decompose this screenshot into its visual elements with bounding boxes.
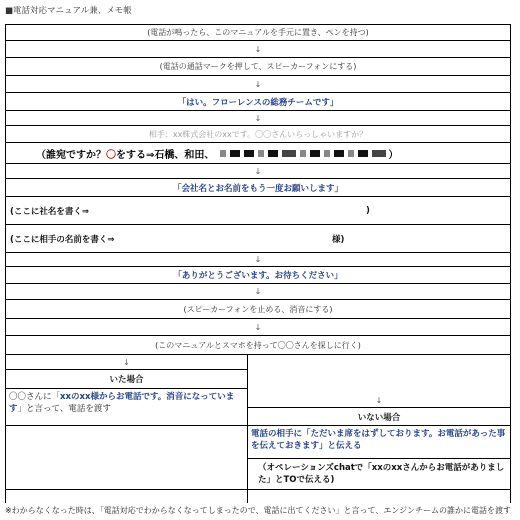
company-name-close: ) (366, 205, 370, 216)
footnote: ※わからなくなった時は、「電話対応でわからなくなってしまったので、電話に出てください」と言って、エンジンチームの誰かに電話を渡す (5, 506, 511, 515)
arrow-7: ↓ (5, 319, 511, 336)
redacted-names (218, 150, 388, 157)
company-name-field[interactable] (5, 197, 511, 225)
step-caller-says: 相手：xx株式会社のxxです。〇〇さんいらっしゃいますか？ (5, 126, 511, 143)
step-greeting: 「はい。フローレンスの総務チームです」 (5, 93, 511, 111)
circle-mark: 〇 (106, 149, 116, 161)
caller-name-label: (ここに相手の名前を書く⇒ (10, 234, 115, 245)
present-title: いた場合 (109, 375, 144, 385)
step-ask-name: 「会社名とお名前をもう一度お願いします」 (5, 179, 511, 197)
who-for-prefix: （誰宛ですか？ (36, 149, 106, 161)
arrow-6: ↓ (5, 284, 511, 300)
absent-title: いない場合 (357, 412, 401, 423)
present-instruction: 〇〇さんに「xxのxx様からお電話です。消音になっています」と言って、電話を渡す (9, 392, 235, 414)
absent-chat-notice: （オペレーションズchatで「xxのxxさんからお電話がありました」とTOで伝える) (258, 463, 505, 485)
arrow-1: ↓ (5, 41, 511, 58)
page-title: ■電話対応マニュアル兼、メモ帳 (5, 6, 132, 16)
caller-name-field[interactable] (5, 225, 511, 253)
step-please-wait: 「ありがとうございます。お待ちください」 (5, 267, 511, 284)
arrow-absent: ↓ (375, 395, 383, 405)
arrow-present: ↓ (123, 357, 130, 367)
arrow-4: ↓ (5, 164, 511, 179)
arrow-3: ↓ (5, 111, 511, 126)
who-for-suffix: ） (388, 149, 399, 161)
step-speaker: (電話の通話マークを押して、スピーカーフォンにする) (5, 58, 511, 76)
branch-section (5, 355, 511, 503)
arrow-5: ↓ (5, 253, 511, 267)
who-for-names: をする⇒石橋、和田、 (116, 149, 215, 161)
absent-instruction: 電話の相手に「ただいま席をはずしております。お電話があった事を伝えておきます」と伝える (251, 429, 506, 451)
step-pick-up: (電話が鳴ったら、このマニュアルを手元に置き、ペンを持つ) (5, 24, 511, 41)
step-mute: (スピーカーフォンを止める、消音にする) (5, 300, 511, 319)
step-go-find: (このマニュアルとスマホを持って〇〇さんを探しに行く) (5, 336, 511, 355)
company-name-label: (ここに社名を書く⇒ (10, 206, 90, 217)
arrow-2: ↓ (5, 76, 511, 93)
caller-name-honorific: 様) (332, 234, 345, 245)
step-who-for (5, 143, 511, 164)
